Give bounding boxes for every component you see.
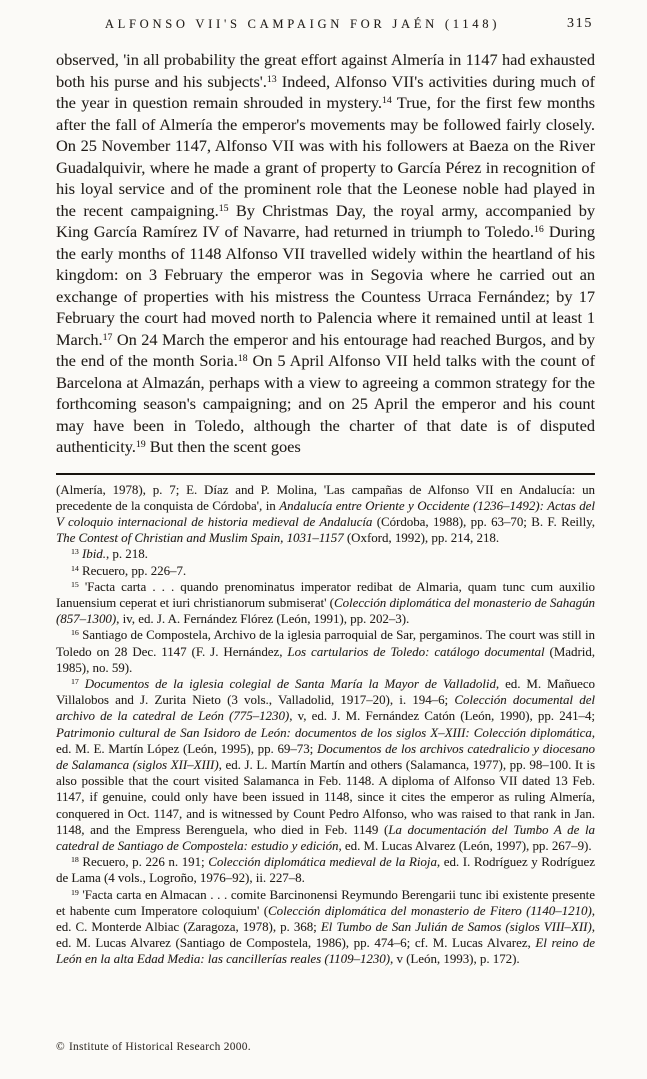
footnote-ref-14: 14 bbox=[381, 95, 392, 107]
footnote-number: 15 bbox=[71, 579, 79, 589]
footnote-ref-15: 15 bbox=[218, 202, 229, 214]
footnote-divider-rule bbox=[56, 473, 595, 475]
footnote-ref-17: 17 bbox=[102, 331, 113, 343]
footnote-18: $^{18}$ Recuero, p. 226 n. 191; Colección diplomática medieval de la Rioja, ed. I. Rodríguez y Rodríguez de Lama (4 vols., Logroño, 1976–92), ii. 227–8. bbox=[56, 855, 595, 886]
footnote-list bbox=[56, 482, 595, 968]
footnote-number: 14 bbox=[71, 563, 79, 573]
footnote-17: $^{17}$ Documentos de la iglesia colegial de Santa María la Mayor de Valladolid, ed. M. Mañueco Villalobos and J. Zurita Nieto (3 vols., Valladolid, 1917–20), i. 194–6; Colección documental del archivo de la catedral de León (775–1230), v, ed. J. M. Fernández Catón (León, 1990), pp. 241–4; Patrimonio cultural de San Isidoro de León: documentos de los siglos X–XIII: Colección diplomática, ed. M. E. Martín López (León, 1995), pp. 69–73; Documentos de los archivos catedralicio y diocesano de Salamanca (siglos XII–XIII), ed. J. L. Martín Martín and others (Salamanca, 1977), pp. 98–100. It is also possible that the court visited Salamanca in Feb. 1148. A diploma of Alfonso VII dated 13 Feb. 1147, if genuine, could only have been issued in 1148, since it cites the emperor as ruling Almería, conquered in Oct. 1147, and is witnessed by Count Pedro Alfonso, who was raised to that rank in Jan. 1148, and the Empress Berenguela, who died in Feb. 1149 (La documentación del Tumbo A de la catedral de Santiago de Compostela: estudio y edición, ed. M. Lucas Alvarez (León, 1997), pp. 267–9). bbox=[56, 676, 596, 853]
text-block bbox=[56, 0, 595, 968]
footnote-number: 17 bbox=[71, 677, 79, 687]
footnote-ref-19: 19 bbox=[135, 439, 146, 451]
footnote-continued: (Almería, 1978), p. 7; E. Díaz and P. Molina, 'Las campañas de Alfonso VII en Andalucía: un precedente de la conquista de Córdoba', in Andalucía entre Oriente y Occidente (1236–1492): Actas del V coloquio internacional de historia medieval de Andalucía (Córdoba, 1988), pp. 63–70; B. F. Reilly, The Contest of Christian and Muslim Spain, 1031–1157 (Oxford, 1992), pp. 214, 218. bbox=[56, 482, 596, 546]
running-head-title: ALFONSO VII'S CAMPAIGN FOR JAÉN (1148) bbox=[104, 17, 501, 31]
page-number: 315 bbox=[566, 16, 593, 31]
footnote-19: $^{19}$ 'Facta carta en Almacan . . . comite Barcinonensi Reymundo Berengarii tunc ibi existente presente et habente cum Imperatore coloquium' (Colección diplomática del monasterio de Fitero (1140–1210), ed. C. Monterde Albiac (Zaragoza, 1978), p. 368; El Tumbo de San Julián de Samos (siglos VIII–XII), ed. M. Lucas Alvarez (Santiago de Compostela, 1986), pp. 474–6; cf. M. Lucas Alvarez, El reino de León en la alta Edad Media: las cancillerías reales (1109–1230), v (León, 1993), p. 172). bbox=[56, 887, 595, 967]
footnote-13: $^{13}$ Ibid., p. 218. bbox=[71, 547, 148, 562]
body-paragraph: observed, 'in all probability the great effort against Almería in 1147 had exhausted both his purse and his subjects'.$^{13}$ Indeed, Alfonso VII's activities during much of the year in question remain shrouded in mystery.$^{14}$ True, for the first few months after the fall of Almería the emperor's movements may be followed fairly closely. On 25 November 1147, Alfonso VII was with his followers at Baeza on the River Guadalquivir, where he made a grant of property to García Pérez in recognition of his loyal service and of the prominent role that the Leonese noble had played in the recent campaigning.$^{15}$ By Christmas Day, the royal army, accompanied by King García Ramírez IV of Navarre, had returned in triumph to Toledo.$^{16}$ During the early months of 1148 Alfonso VII travelled widely within the heartland of his kingdom: on 3 February the emperor was in Segovia where he carried out an exchange of properties with his mistress the Countess Urraca Fernández; by 17 February the court had moved north to Palencia where it remained until at least 1 March.$^{17}$ On 24 March the emperor and his entourage had reached Burgos, and by the end of the month Soria.$^{18}$ On 5 April Alfonso VII held talks with the count of Barcelona at Almazán, perhaps with a view to agreeing a common strategy for the forthcoming season's campaigning; and on 25 April the emperor and his count may have been in Toledo, although the charter of that date is of disputed authenticity.$^{19}$ But then the scent goes bbox=[56, 50, 596, 456]
footnote-16: $^{16}$ Santiago de Compostela, Archivo de la iglesia parroquial de Sar, pergaminos. The court was still in Toledo on 28 Dec. 1147 (F. J. Hernández, Los cartularios de Toledo: catálogo documental (Madrid, 1985), no. 59). bbox=[56, 628, 596, 675]
copyright-text: Institute of Historical Research 2000. bbox=[68, 1041, 251, 1053]
footnote-ref-13: 13 bbox=[266, 73, 277, 85]
footnote-number: 16 bbox=[71, 628, 79, 638]
footnote-number: 19 bbox=[71, 887, 79, 897]
copyright-line bbox=[56, 1041, 251, 1053]
footnote-ref-16: 16 bbox=[533, 224, 544, 236]
footnote-14: $^{14}$ Recuero, pp. 226–7. bbox=[71, 563, 187, 578]
footnote-number: 13 bbox=[71, 547, 79, 557]
copyright-icon: © bbox=[56, 1041, 65, 1053]
footnote-ref-18: 18 bbox=[237, 353, 248, 365]
running-head bbox=[56, 0, 595, 34]
article-body bbox=[56, 49, 595, 458]
footnote-15: $^{15}$ 'Facta carta . . . quando prenominatus imperator redibat de Almaria, quam tunc cum auxilio Ianuensium ceperat et iuri christianorum submiserat' (Colección diplomática del monasterio de Sahagún (857–1300), iv, ed. J. A. Fernández Flórez (León, 1991), pp. 202–3). bbox=[56, 579, 596, 627]
footnote-number: 18 bbox=[71, 855, 79, 865]
